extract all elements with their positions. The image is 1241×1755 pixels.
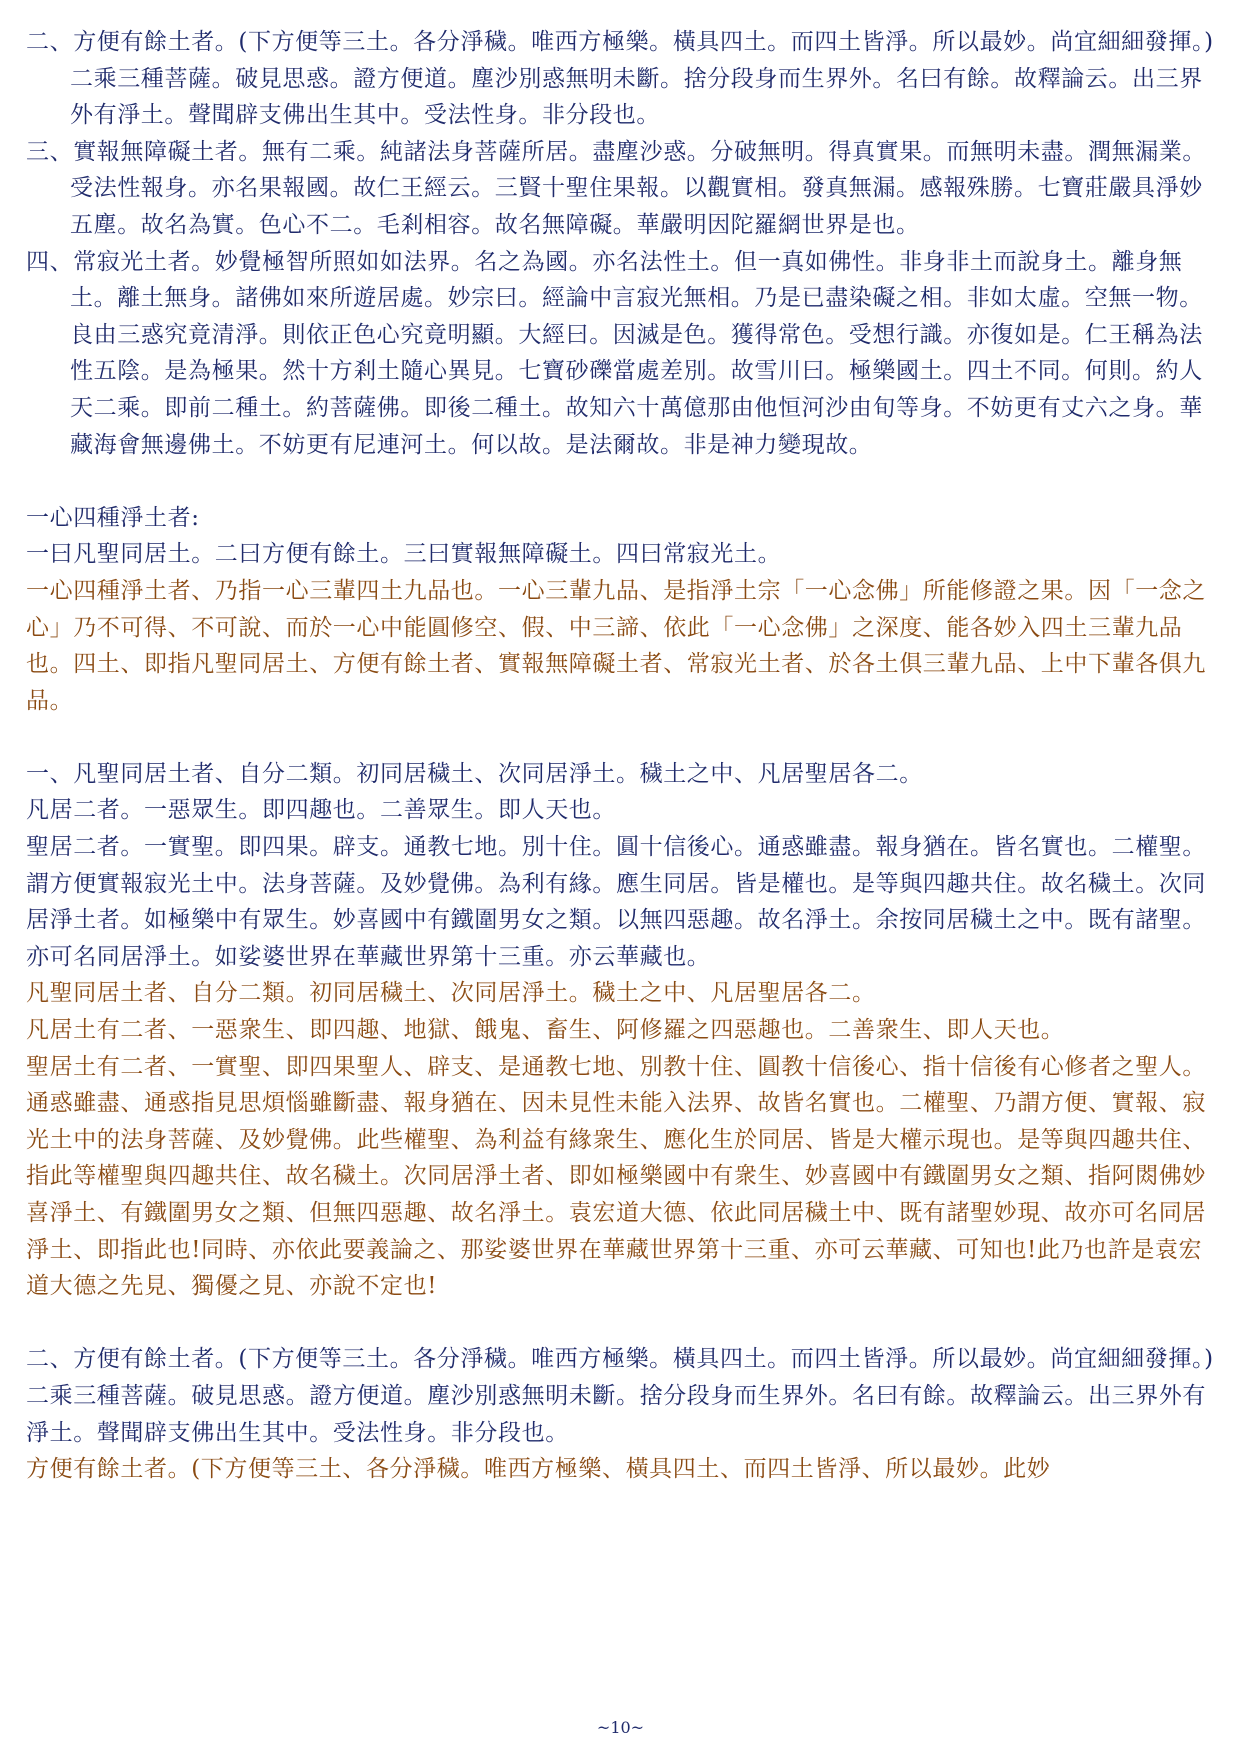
shengju-text: 聖居二者。一實聖。即四果。辟支。通教七地。別十住。圓十信後心。通惑雖盡。報身猶在。皆名實也。二權聖。謂方便實報寂光土中。法身菩薩。及妙覺佛。為利有緣。應生同居。皆是權也。是等與四趣共住。故名穢土。次同居淨土者。如極樂中有眾生。妙喜國中有鐵圍男女之類。以無四惡趣。故名淨土。余按同居穢土之中。既有諸聖。亦可名同居淨土。如娑婆世界在華藏世界第十三重。亦云華藏也。: [26, 834, 1206, 970]
fansheng-commentary-intro: 凡聖同居土者、自分二類。初同居穢土、次同居淨土。穢土之中、凡居聖居各二。: [26, 980, 876, 1007]
fanju-commentary: 凡居土有二者、一惡衆生、即四趣、地獄、餓鬼、畜生、阿修羅之四惡趣也。二善衆生、即人天也。: [26, 1017, 1065, 1044]
four-lands-commentary: 一心四種淨土者、乃指一心三輩四土九品也。一心三輩九品、是指淨土宗「一心念佛」所能修證之果。因「一念之心」乃不可得、不可說、而於一心中能圓修空、假、中三諦、依此「一心念佛」之深度、能各妙入四土三輩九品也。四土、即指凡聖同居土、方便有餘土者、實報無障礙土者、常寂光土者、於各土俱三輩九品、上中下輩各俱九品。: [26, 577, 1206, 714]
paragraph-gap: [26, 1305, 1216, 1342]
fangbian-youyu-commentary: 方便有餘土者。(下方便等三土、各分淨穢。唯西方極樂、橫具四土、而四土皆淨、所以最妙。此妙: [26, 1456, 1051, 1483]
fansheng-tongju-intro: 一、凡聖同居土者、自分二類。初同居穢土、次同居淨土。穢土之中、凡居聖居各二。: [26, 760, 923, 787]
four-lands-list: 一曰凡聖同居土。二曰方便有餘土。三曰實報無障礙土。四曰常寂光土。: [26, 541, 782, 568]
item-shibao-wuzhangai-tu: 三、實報無障礙土者。無有二乘。純諸法身菩薩所居。盡塵沙惑。分破無明。得真實果。而無明未盡。潤無漏業。受法性報身。亦名果報國。故仁王經云。三賢十聖住果報。以觀實相。發真無漏。感報殊勝。七寶莊嚴具淨妙五塵。故名為實。色心不二。毛剎相容。故名無障礙。華嚴明因陀羅網世界是也。: [26, 138, 1206, 238]
shengju-commentary: 聖居土有二者、一實聖、即四果聖人、辟支、是通教七地、別教十住、圓教十信後心、指十信後有心修者之聖人。通惑雖盡、通惑指見思煩惱雖斷盡、報身猶在、因未見性未能入法界、故皆名實也。二權聖、乃謂方便、實報、寂光土中的法身菩薩、及妙覺佛。此些權聖、為利益有緣衆生、應化生於同居、皆是大權示現也。是等與四趣共住、指此等權聖與四趣共住、故名穢土。次同居淨土者、即如極樂國中有衆生、妙喜國中有鐵圍男女之類、指阿閦佛妙喜淨土、有鐵圍男女之類、但無四惡趣、故名淨土。袁宏道大德、依此同居穢土中、既有諸聖妙現、故亦可名同居淨土、即指此也!同時、亦依此要義論之、那娑婆世界在華藏世界第十三重、亦可云華藏、可知也!此乃也許是袁宏道大德之先見、獨優之見、亦說不定也!: [26, 1053, 1206, 1300]
paragraph-gap: [26, 719, 1216, 756]
document-body: [26, 24, 1216, 1488]
fanju-text: 凡居二者。一惡眾生。即四趣也。二善眾生。即人天也。: [26, 797, 616, 824]
item-changjiguang-tu: 四、常寂光土者。妙覺極智所照如如法界。名之為國。亦名法性土。但一真如佛性。非身非土而說身土。離身無土。離土無身。諸佛如來所遊居處。妙宗曰。經論中言寂光無相。乃是已盡染礙之相。非如太虛。空無一物。良由三惑究竟清淨。則依正色心究竟明顯。大經曰。因滅是色。獲得常色。受想行識。亦復如是。仁王稱為法性五陰。是為極果。然十方剎土隨心異見。七寶砂礫當處差別。故雪川曰。極樂國土。四土不同。何則。約人天二乘。即前二種土。約菩薩佛。即後二種土。故知六十萬億那由他恒河沙由旬等身。不妨更有丈六之身。華藏海會無邊佛土。不妨更有尼連河土。何以故。是法爾故。非是神力變現故。: [26, 248, 1203, 458]
paragraph-gap: [26, 463, 1216, 500]
section-heading: 一心四種淨土者:: [26, 504, 200, 531]
fangbian-youyu-text: 二、方便有餘土者。(下方便等三土。各分淨穢。唯西方極樂。橫具四土。而四土皆淨。所以最妙。尚宜細細發揮。)二乘三種菩薩。破見思惑。證方便道。塵沙別惑無明未斷。捨分段身而生界外。名曰有餘。故釋論云。出三界外有淨土。聲聞辟支佛出生其中。受法性身。非分段也。: [26, 1346, 1214, 1446]
page-number: ~10~: [596, 1718, 645, 1737]
item-fangbian-youyu-tu: 二、方便有餘土者。(下方便等三土。各分淨穢。唯西方極樂。橫具四土。而四土皆淨。所以最妙。尚宜細細發揮。)二乘三種菩薩。破見思惑。證方便道。塵沙別惑無明未斷。捨分段身而生界外。名曰有餘。故釋論云。出三界外有淨土。聲聞辟支佛出生其中。受法性身。非分段也。: [26, 29, 1214, 129]
